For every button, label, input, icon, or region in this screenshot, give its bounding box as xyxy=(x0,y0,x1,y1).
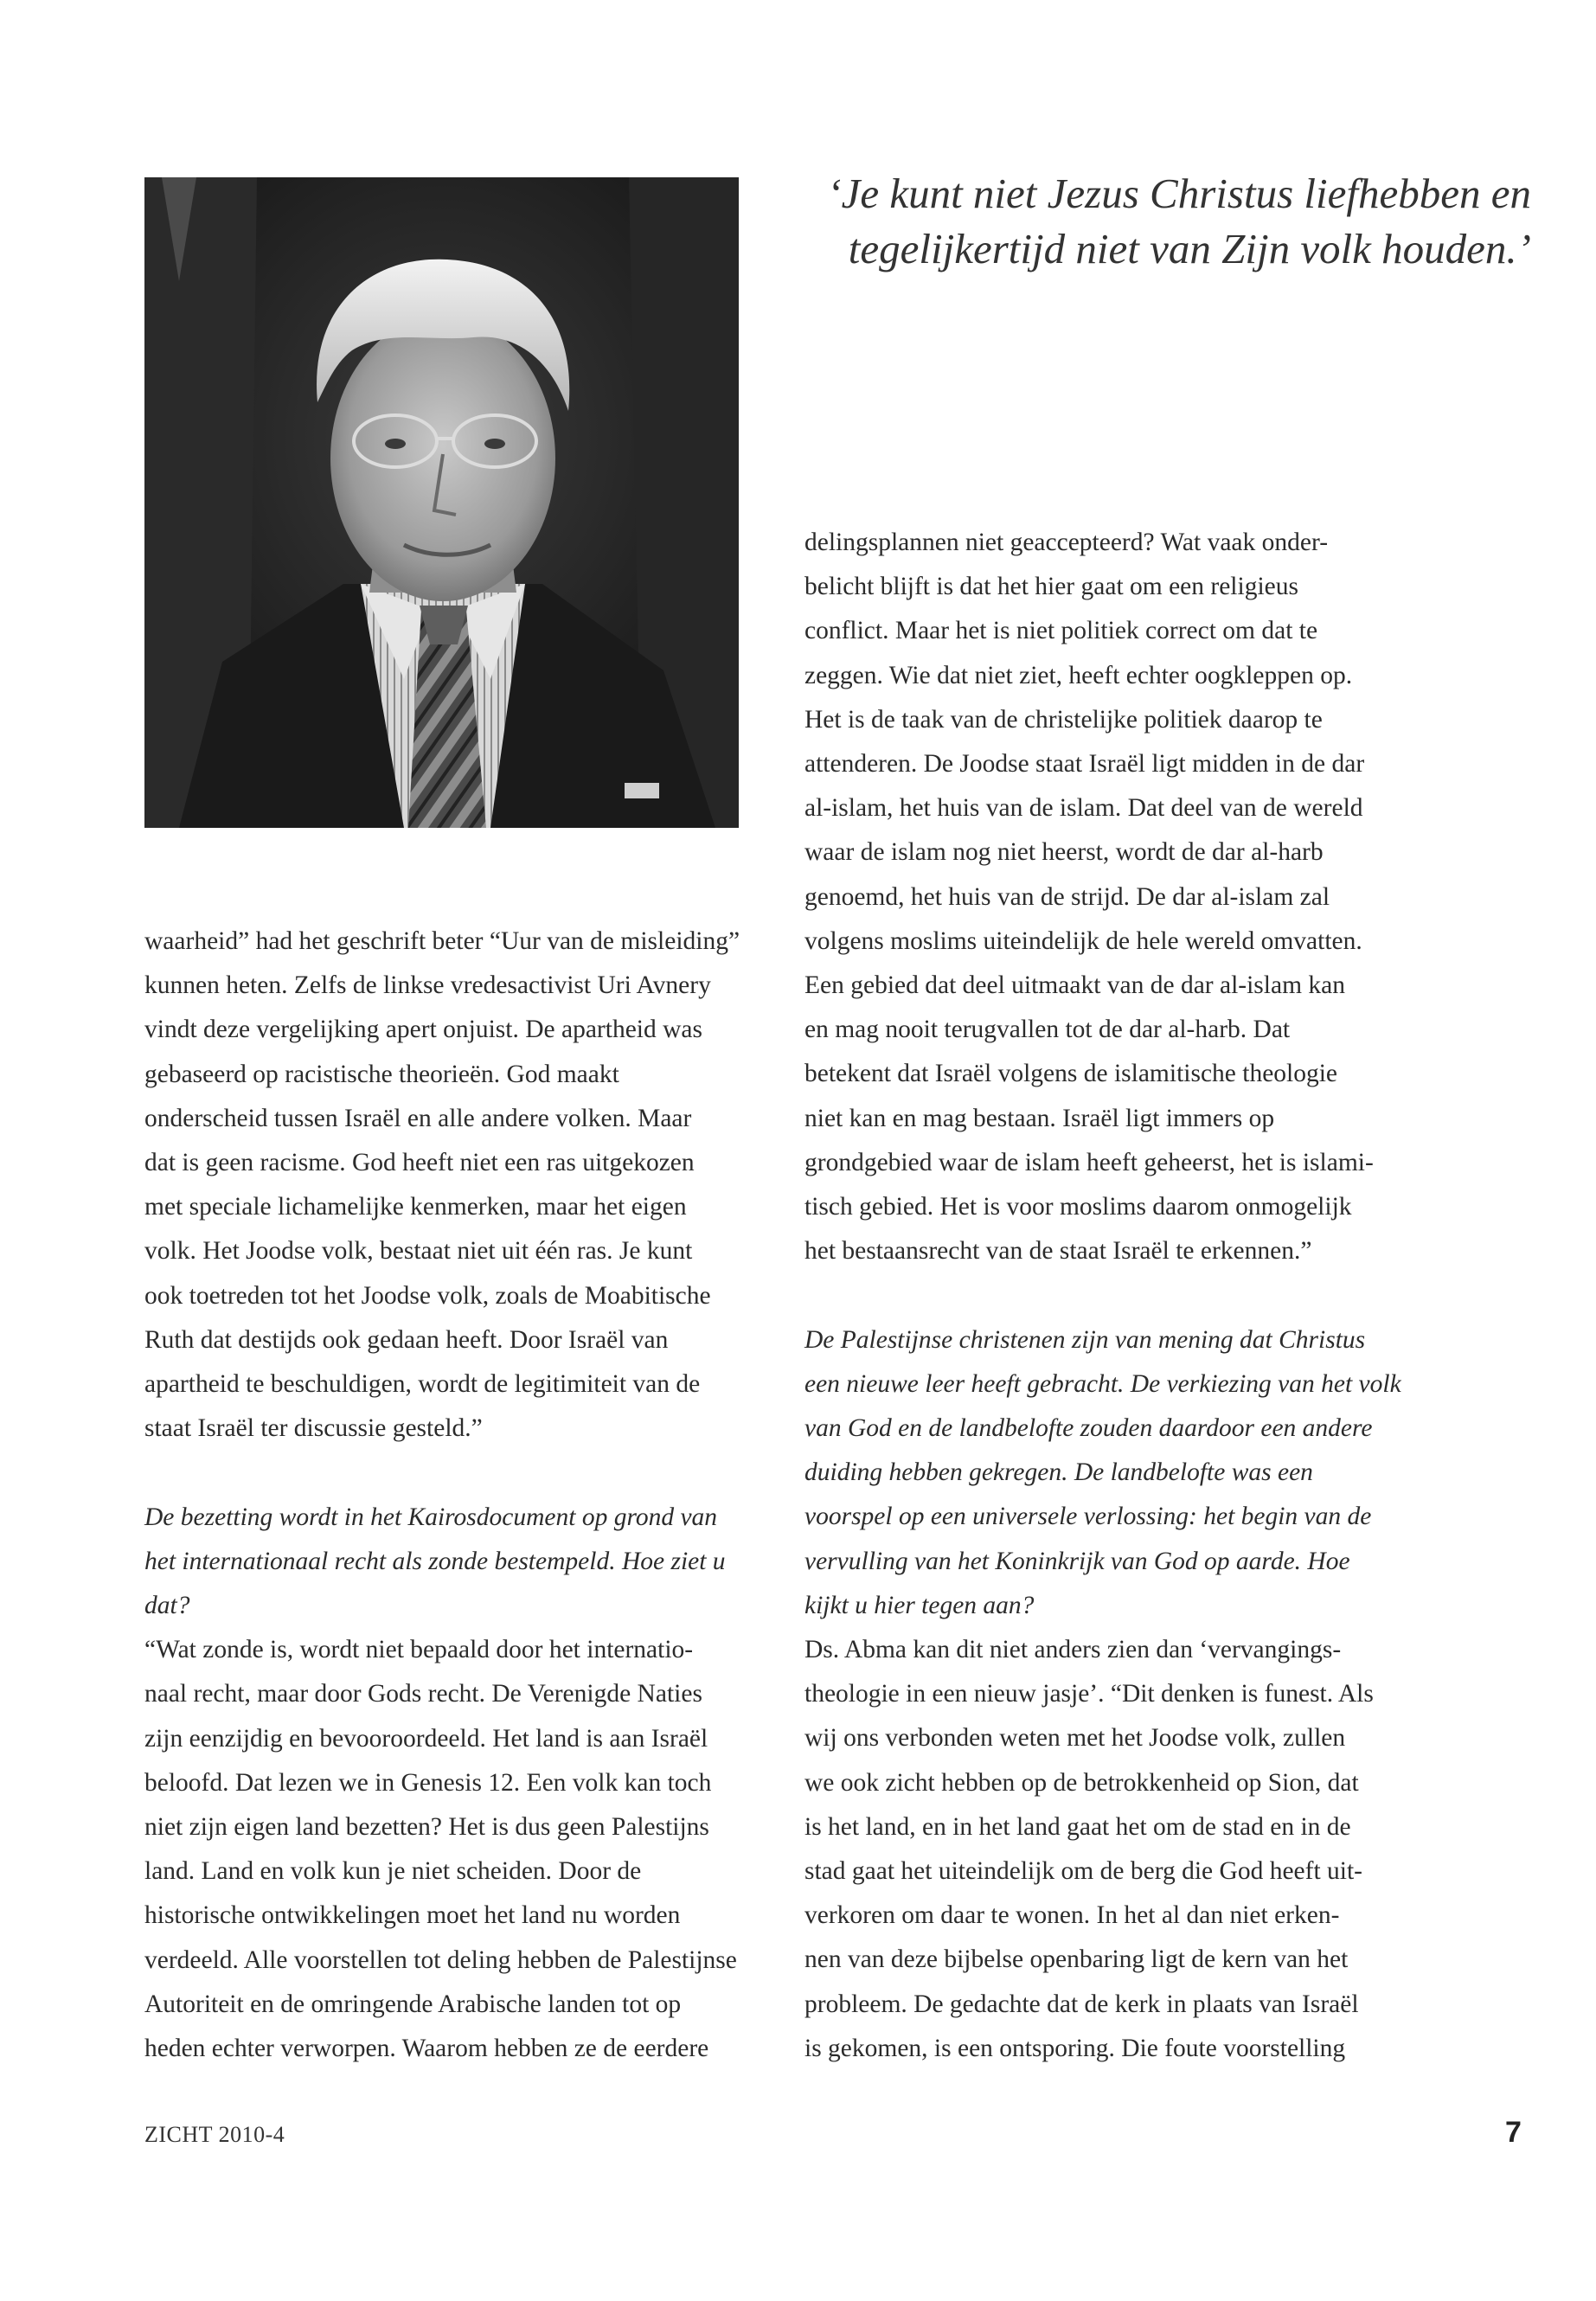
portrait-photo xyxy=(144,177,739,828)
question-line: De Palestijnse christenen zijn van mening dat Christus xyxy=(804,1325,1366,1354)
question-line: kijkt u hier tegen aan? xyxy=(804,1591,1035,1619)
text-line: ook toetreden tot het Joodse volk, zoals de Moabitische xyxy=(144,1281,711,1310)
text-line: nen van deze bijbelse openbaring ligt de kern van het xyxy=(804,1945,1349,1974)
text-line: grondgebied waar de islam heeft geheerst, het is islami- xyxy=(804,1148,1374,1176)
text-line: verkoren om daar te wonen. In het al dan niet erken- xyxy=(804,1901,1340,1930)
text-line: we ook zicht hebben op de betrokkenheid op Sion, dat xyxy=(804,1768,1359,1797)
question-line: van God en de landbelofte zouden daardoor een andere xyxy=(804,1414,1373,1443)
question-line: vervulling van het Koninkrijk van God op aarde. Hoe xyxy=(804,1547,1350,1575)
text-line: het bestaansrecht van de staat Israël te erkennen.” xyxy=(804,1237,1312,1266)
text-line: is het land, en in het land gaat het om de stad en in de xyxy=(804,1812,1351,1841)
text-line: belicht blijft is dat het hier gaat om een religieus xyxy=(804,573,1298,601)
text-line: staat Israël ter discussie gesteld.” xyxy=(144,1414,483,1443)
paragraph-gap xyxy=(144,1451,750,1495)
text-line: attenderen. De Joodse staat Israël ligt midden in de dar xyxy=(804,750,1365,779)
question-line: voorspel op een universele verlossing: het begin van de xyxy=(804,1503,1372,1531)
publication-footer: ZICHT 2010-4 xyxy=(144,2122,285,2147)
text-line: en mag nooit terugvallen tot de dar al-harb. Dat xyxy=(804,1016,1291,1044)
text-line: historische ontwikkelingen moet het land nu worden xyxy=(144,1901,681,1930)
portrait-illustration xyxy=(144,177,739,828)
text-line: genoemd, het huis van de strijd. De dar al-islam zal xyxy=(804,882,1330,911)
paragraph-gap xyxy=(804,1273,1410,1317)
text-line: stad gaat het uiteindelijk om de berg die God heeft uit- xyxy=(804,1857,1362,1886)
text-line: theologie in een nieuw jasje’. “Dit denken is funest. Als xyxy=(804,1680,1374,1708)
text-line: waar de islam nog niet heerst, wordt de dar al-harb xyxy=(804,838,1324,867)
text-line: zeggen. Wie dat niet ziet, heeft echter oogkleppen op. xyxy=(804,661,1353,689)
text-line: probleem. De gedachte dat de kerk in plaats van Israël xyxy=(804,1990,1359,2018)
right-column xyxy=(804,521,1410,2071)
question-line: een nieuwe leer heeft gebracht. De verkiezing van het volk xyxy=(804,1369,1401,1398)
text-line: delingsplannen niet geaccepteerd? Wat vaak onder- xyxy=(804,529,1329,556)
page-number: 7 xyxy=(1505,2116,1522,2149)
text-line: Ds. Abma kan dit niet anders zien dan ‘vervangings- xyxy=(804,1636,1342,1664)
text-line: Een gebied dat deel uitmaakt van de dar al-islam kan xyxy=(804,971,1345,1000)
text-line: beloofd. Dat lezen we in Genesis 12. Een volk kan toch xyxy=(144,1768,712,1797)
text-line: waarheid” had het geschrift beter “Uur van de misleiding” xyxy=(144,927,740,955)
text-line: niet kan en mag bestaan. Israël ligt immers op xyxy=(804,1104,1275,1132)
text-line: land. Land en volk kun je niet scheiden. Door de xyxy=(144,1857,642,1886)
text-line: onderscheid tussen Israël en alle andere volken. Maar xyxy=(144,1104,692,1132)
text-line: naal recht, maar door Gods recht. De Verenigde Naties xyxy=(144,1680,702,1708)
text-line: volk. Het Joodse volk, bestaat niet uit één ras. Je kunt xyxy=(144,1237,693,1266)
pull-quote-line: ‘Je kunt niet Jezus Christus liefhebben en xyxy=(827,170,1531,217)
text-line: “Wat zonde is, wordt niet bepaald door het internatio- xyxy=(144,1636,694,1664)
pull-quote-line: tegelijkertijd niet van Zijn volk houden.’ xyxy=(848,225,1531,272)
question-line: dat? xyxy=(144,1592,190,1620)
text-line: met speciale lichamelijke kenmerken, maar het eigen xyxy=(144,1193,687,1221)
text-line: kunnen heten. Zelfs de linkse vredesactivist Uri Avnery xyxy=(144,971,711,1000)
question-line: De bezetting wordt in het Kairosdocument op grond van xyxy=(144,1503,718,1531)
text-line: vindt deze vergelijking apert onjuist. De apartheid was xyxy=(144,1016,702,1044)
text-line: al-islam, het huis van de islam. Dat deel van de wereld xyxy=(804,794,1363,823)
text-line: tisch gebied. Het is voor moslims daarom onmogelijk xyxy=(804,1193,1352,1221)
text-line: is gekomen, is een ontsporing. Die foute voorstelling xyxy=(804,2034,1346,2062)
text-line: zijn eenzijdig en bevooroordeeld. Het land is aan Israël xyxy=(144,1724,708,1753)
text-line: niet zijn eigen land bezetten? Het is dus geen Palestijns xyxy=(144,1813,709,1842)
text-line: apartheid te beschuldigen, wordt de legitimiteit van de xyxy=(144,1370,701,1399)
text-line: Het is de taak van de christelijke politiek daarop te xyxy=(804,705,1323,734)
text-line: Autoriteit en de omringende Arabische landen tot op xyxy=(144,1990,682,2018)
text-line: gebaseerd op racistische theorieën. God maakt xyxy=(144,1060,619,1088)
left-column xyxy=(144,920,750,2071)
text-line: verdeeld. Alle voorstellen tot deling hebben de Palestijnse xyxy=(144,1945,737,1974)
text-line: wij ons verbonden weten met het Joodse volk, zullen xyxy=(804,1724,1346,1753)
pull-quote xyxy=(804,166,1531,277)
question-line: duiding hebben gekregen. De landbelofte was een xyxy=(804,1458,1313,1487)
text-line: conflict. Maar het is niet politiek correct om dat te xyxy=(804,617,1318,645)
question-line: het internationaal recht als zonde bestempeld. Hoe ziet u xyxy=(144,1547,726,1575)
text-line: volgens moslims uiteindelijk de hele wereld omvatten. xyxy=(804,926,1362,955)
text-line: Ruth dat destijds ook gedaan heeft. Door Israël van xyxy=(144,1325,669,1354)
text-line: heden echter verworpen. Waarom hebben ze de eerdere xyxy=(144,2035,709,2063)
text-line: betekent dat Israël volgens de islamitische theologie xyxy=(804,1060,1338,1088)
text-line: dat is geen racisme. God heeft niet een ras uitgekozen xyxy=(144,1149,695,1177)
